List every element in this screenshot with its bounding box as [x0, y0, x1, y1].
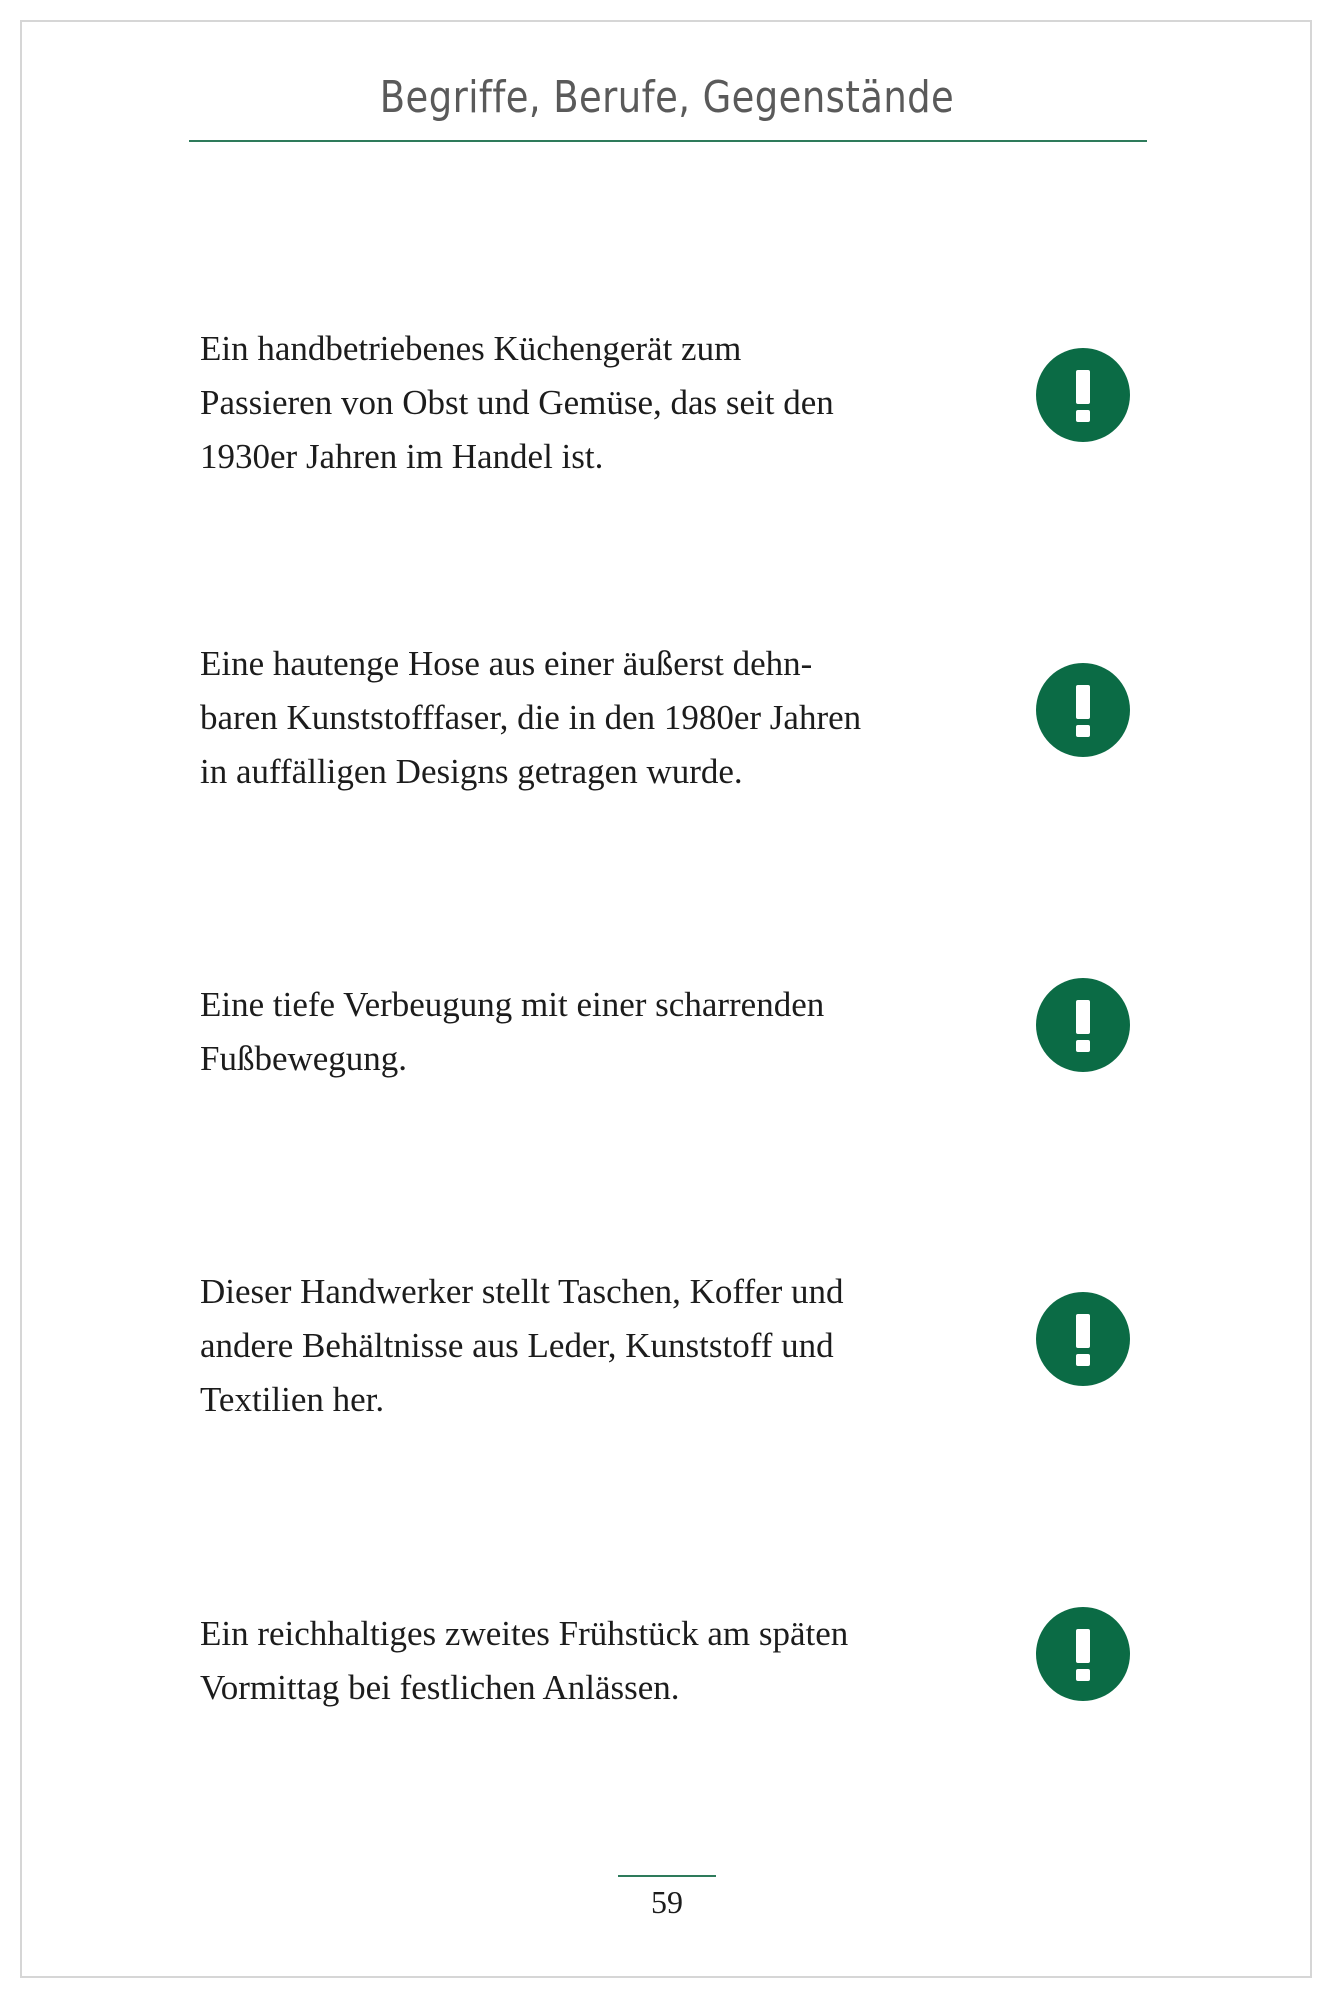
exclamation-icon[interactable]	[1036, 348, 1130, 442]
exclamation-glyph	[1036, 978, 1130, 1072]
exclamation-glyph	[1036, 663, 1130, 757]
exclamation-icon[interactable]	[1036, 1607, 1130, 1701]
entry-text: Ein reichhaltiges zweites Frühstück am späten Vormittag bei festlichen Anlässen.	[200, 1614, 849, 1707]
footer-divider	[618, 1875, 716, 1877]
page-title: Begriffe, Berufe, Gegenstände	[379, 72, 955, 123]
exclamation-glyph	[1036, 1607, 1130, 1701]
page-number: 59	[651, 1884, 683, 1920]
entry-text: Eine tiefe Verbeugung mit einer scharrenden Fußbewegung.	[200, 985, 825, 1078]
exclamation-icon[interactable]	[1036, 663, 1130, 757]
header-divider	[189, 140, 1147, 142]
entry-text: Eine hautenge Hose aus einer äußerst dehn- baren Kunststofffaser, die in den 1980er Jahren in auffälligen Designs getragen wurde.	[200, 644, 862, 791]
entry-text: Ein handbetriebenes Küchengerät zum Passieren von Obst und Gemüse, das seit den 1930er Jahren im Handel ist.	[200, 329, 834, 476]
exclamation-glyph	[1036, 1292, 1130, 1386]
exclamation-glyph	[1036, 348, 1130, 442]
exclamation-icon[interactable]	[1036, 1292, 1130, 1386]
exclamation-icon[interactable]	[1036, 978, 1130, 1072]
entry-text: Dieser Handwerker stellt Taschen, Koffer und andere Behältnisse aus Leder, Kunststoff und Textilien her.	[200, 1272, 844, 1419]
